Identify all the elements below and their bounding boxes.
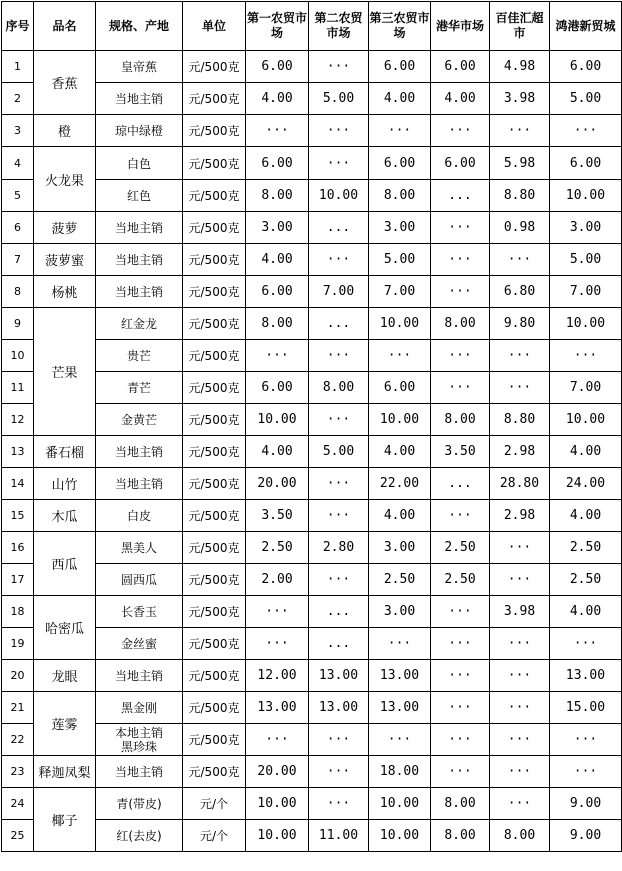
row-index: 7 [2,244,34,276]
row-index: 13 [2,436,34,468]
price-market-3: ··· [369,724,431,756]
row-index: 3 [2,115,34,147]
header-market-3: 第三农贸市场 [369,2,431,51]
table-row [2,51,622,83]
product-name: 龙眼 [34,660,96,692]
product-name: 山竹 [34,468,96,500]
price-honggang-market: 9.00 [550,788,622,820]
price-ganghua-market: 8.00 [431,788,490,820]
price-ganghua-market: ... [431,468,490,500]
price-baijiahui-supermarket: ··· [490,660,550,692]
price-baijiahui-supermarket: ··· [490,532,550,564]
unit: 元/500克 [183,628,246,660]
row-index: 12 [2,404,34,436]
price-market-3: ··· [369,628,431,660]
row-index: 22 [2,724,34,756]
price-honggang-market: ··· [550,115,622,147]
price-market-2: ··· [309,340,369,372]
price-honggang-market: 3.00 [550,212,622,244]
unit: 元/个 [183,820,246,852]
product-name: 橙 [34,115,96,147]
table-row [2,532,622,564]
unit: 元/500克 [183,468,246,500]
spec-origin [96,724,183,756]
price-market-2: ··· [309,51,369,83]
price-ganghua-market: ··· [431,372,490,404]
price-baijiahui-supermarket: 4.98 [490,51,550,83]
price-market-3: 8.00 [369,180,431,212]
unit: 元/500克 [183,244,246,276]
price-market-2: ... [309,308,369,340]
price-market-1: 6.00 [246,147,309,180]
price-market-1: ··· [246,340,309,372]
row-index: 21 [2,692,34,724]
spec-origin: 当地主销 [96,468,183,500]
price-market-3: 3.00 [369,212,431,244]
unit: 元/500克 [183,756,246,788]
price-market-3: 4.00 [369,83,431,115]
price-market-2: ··· [309,724,369,756]
price-ganghua-market: 3.50 [431,436,490,468]
price-market-1: 13.00 [246,692,309,724]
unit: 元/500克 [183,115,246,147]
price-market-2: 8.00 [309,372,369,404]
row-index: 4 [2,147,34,180]
price-ganghua-market: ··· [431,628,490,660]
spec-origin: 白色 [96,147,183,180]
table-row [2,436,622,468]
price-honggang-market: ··· [550,724,622,756]
unit: 元/500克 [183,308,246,340]
price-market-3: ··· [369,340,431,372]
spec-origin: 当地主销 [96,276,183,308]
unit: 元/500克 [183,276,246,308]
price-ganghua-market: 8.00 [431,308,490,340]
price-ganghua-market: ··· [431,276,490,308]
price-honggang-market: 10.00 [550,180,622,212]
header-index: 序号 [2,2,34,51]
row-index: 2 [2,83,34,115]
price-ganghua-market: ··· [431,692,490,724]
price-market-2: ··· [309,756,369,788]
price-ganghua-market: ··· [431,756,490,788]
price-market-2: 13.00 [309,692,369,724]
table-row [2,788,622,820]
price-market-3: 2.50 [369,564,431,596]
price-honggang-market: 2.50 [550,564,622,596]
unit: 元/个 [183,788,246,820]
price-market-3: 10.00 [369,820,431,852]
price-ganghua-market: ··· [431,340,490,372]
table-row [2,660,622,692]
price-market-2: 10.00 [309,180,369,212]
row-index: 16 [2,532,34,564]
price-baijiahui-supermarket: ··· [490,628,550,660]
product-name: 木瓜 [34,500,96,532]
price-market-3: 5.00 [369,244,431,276]
spec-origin: 金丝蜜 [96,628,183,660]
product-name: 芒果 [34,308,96,436]
price-market-2: ... [309,212,369,244]
spec-origin: 当地主销 [96,756,183,788]
price-market-2: 11.00 [309,820,369,852]
row-index: 19 [2,628,34,660]
price-market-3: 6.00 [369,372,431,404]
price-honggang-market: 7.00 [550,372,622,404]
unit: 元/500克 [183,83,246,115]
spec-origin: 青芒 [96,372,183,404]
price-market-3: 7.00 [369,276,431,308]
price-baijiahui-supermarket: ··· [490,788,550,820]
price-ganghua-market: ... [431,180,490,212]
price-market-3: 6.00 [369,51,431,83]
price-market-2: ··· [309,468,369,500]
spec-origin: 圆西瓜 [96,564,183,596]
price-market-3: 13.00 [369,660,431,692]
price-ganghua-market: ··· [431,660,490,692]
unit: 元/500克 [183,692,246,724]
spec-origin: 青(带皮) [96,788,183,820]
header-product: 品名 [34,2,96,51]
price-market-1: 2.50 [246,532,309,564]
price-market-1: ··· [246,628,309,660]
price-market-2: ... [309,596,369,628]
spec-line: 本地主销 [114,725,163,740]
price-honggang-market: 10.00 [550,308,622,340]
price-market-1: 6.00 [246,51,309,83]
price-baijiahui-supermarket: ··· [490,244,550,276]
row-index: 5 [2,180,34,212]
price-market-1: 3.00 [246,212,309,244]
price-ganghua-market: 4.00 [431,83,490,115]
price-honggang-market: 7.00 [550,276,622,308]
price-market-1: 8.00 [246,308,309,340]
price-baijiahui-supermarket: ··· [490,756,550,788]
price-market-2: ··· [309,500,369,532]
spec-origin: 长香玉 [96,596,183,628]
price-baijiahui-supermarket: 5.98 [490,147,550,180]
unit: 元/500克 [183,532,246,564]
price-market-3: 4.00 [369,436,431,468]
price-ganghua-market: ··· [431,212,490,244]
unit: 元/500克 [183,660,246,692]
price-baijiahui-supermarket: 2.98 [490,500,550,532]
price-honggang-market: 24.00 [550,468,622,500]
price-ganghua-market: ··· [431,596,490,628]
header-market-2: 第二农贸市场 [309,2,369,51]
price-baijiahui-supermarket: 28.80 [490,468,550,500]
unit: 元/500克 [183,372,246,404]
table-row [2,596,622,628]
spec-origin: 贵芒 [96,340,183,372]
unit: 元/500克 [183,147,246,180]
table-row [2,756,622,788]
price-honggang-market: 4.00 [550,596,622,628]
price-market-1: ··· [246,596,309,628]
spec-origin: 白皮 [96,500,183,532]
row-index: 18 [2,596,34,628]
row-index: 1 [2,51,34,83]
price-ganghua-market: 8.00 [431,404,490,436]
table-row [2,692,622,724]
unit: 元/500克 [183,500,246,532]
product-name: 莲雾 [34,692,96,756]
row-index: 10 [2,340,34,372]
row-index: 14 [2,468,34,500]
spec-origin: 红金龙 [96,308,183,340]
price-ganghua-market: ··· [431,500,490,532]
header-baijiahui-supermarket: 百佳汇超市 [490,2,550,51]
price-ganghua-market: 6.00 [431,147,490,180]
table-row [2,276,622,308]
price-market-1: ··· [246,115,309,147]
price-market-1: 12.00 [246,660,309,692]
price-honggang-market: 10.00 [550,404,622,436]
price-table [1,1,622,852]
header-spec-origin: 规格、产地 [96,2,183,51]
spec-origin: 当地主销 [96,83,183,115]
price-market-1: 4.00 [246,244,309,276]
spec-origin: 当地主销 [96,660,183,692]
unit: 元/500克 [183,436,246,468]
price-baijiahui-supermarket: ··· [490,372,550,404]
price-ganghua-market: 2.50 [431,564,490,596]
price-honggang-market: 4.00 [550,500,622,532]
spec-line: 黑珍珠 [120,739,157,754]
price-market-3: 18.00 [369,756,431,788]
price-honggang-market: 13.00 [550,660,622,692]
price-market-3: 10.00 [369,404,431,436]
row-index: 17 [2,564,34,596]
price-baijiahui-supermarket: ··· [490,724,550,756]
product-name: 火龙果 [34,147,96,212]
row-index: 8 [2,276,34,308]
price-baijiahui-supermarket: 9.80 [490,308,550,340]
price-market-3: 22.00 [369,468,431,500]
product-name: 释迦凤梨 [34,756,96,788]
table-row [2,244,622,276]
table-row [2,115,622,147]
table-row [2,147,622,180]
price-market-1: 3.50 [246,500,309,532]
price-market-1: 20.00 [246,468,309,500]
price-honggang-market: 6.00 [550,147,622,180]
spec-origin: 黑金刚 [96,692,183,724]
price-baijiahui-supermarket: 6.80 [490,276,550,308]
price-baijiahui-supermarket: 3.98 [490,596,550,628]
price-ganghua-market: 2.50 [431,532,490,564]
price-honggang-market: ··· [550,340,622,372]
price-honggang-market: ··· [550,628,622,660]
price-baijiahui-supermarket: ··· [490,564,550,596]
spec-origin: 红色 [96,180,183,212]
spec-origin: 皇帝蕉 [96,51,183,83]
price-market-1: 2.00 [246,564,309,596]
price-market-1: ··· [246,724,309,756]
price-market-1: 10.00 [246,820,309,852]
price-market-1: 6.00 [246,276,309,308]
price-ganghua-market: 6.00 [431,51,490,83]
price-market-2: 13.00 [309,660,369,692]
product-name: 菠萝 [34,212,96,244]
product-name: 香蕉 [34,51,96,115]
price-market-1: 10.00 [246,788,309,820]
row-index: 20 [2,660,34,692]
price-market-3: 3.00 [369,532,431,564]
unit: 元/500克 [183,180,246,212]
price-baijiahui-supermarket: ··· [490,340,550,372]
price-market-3: 6.00 [369,147,431,180]
price-honggang-market: ··· [550,756,622,788]
price-honggang-market: 15.00 [550,692,622,724]
row-index: 23 [2,756,34,788]
header-market-1: 第一农贸市场 [246,2,309,51]
product-name: 椰子 [34,788,96,852]
header-row [2,2,622,51]
unit: 元/500克 [183,340,246,372]
table-row [2,468,622,500]
unit: 元/500克 [183,724,246,756]
price-baijiahui-supermarket: 0.98 [490,212,550,244]
product-name: 番石榴 [34,436,96,468]
price-market-2: 2.80 [309,532,369,564]
product-name: 杨桃 [34,276,96,308]
spec-origin: 金黄芒 [96,404,183,436]
price-market-3: 4.00 [369,500,431,532]
price-honggang-market: 2.50 [550,532,622,564]
price-market-1: 8.00 [246,180,309,212]
price-market-1: 10.00 [246,404,309,436]
price-baijiahui-supermarket: ··· [490,115,550,147]
price-market-1: 4.00 [246,83,309,115]
price-market-2: 5.00 [309,83,369,115]
header-honggang-market: 鸿港新贸城 [550,2,622,51]
price-market-2: ··· [309,147,369,180]
price-ganghua-market: ··· [431,244,490,276]
header-ganghua-market: 港华市场 [431,2,490,51]
price-market-3: 10.00 [369,788,431,820]
unit: 元/500克 [183,404,246,436]
price-baijiahui-supermarket: 8.00 [490,820,550,852]
price-honggang-market: 9.00 [550,820,622,852]
price-market-1: 6.00 [246,372,309,404]
table-row [2,212,622,244]
price-market-1: 20.00 [246,756,309,788]
product-name: 菠萝蜜 [34,244,96,276]
price-ganghua-market: 8.00 [431,820,490,852]
row-index: 25 [2,820,34,852]
unit: 元/500克 [183,51,246,83]
price-ganghua-market: ··· [431,115,490,147]
header-unit: 单位 [183,2,246,51]
spec-origin: 当地主销 [96,244,183,276]
price-market-2: 7.00 [309,276,369,308]
spec-origin: 当地主销 [96,436,183,468]
spec-origin: 当地主销 [96,212,183,244]
row-index: 24 [2,788,34,820]
price-market-3: 13.00 [369,692,431,724]
row-index: 15 [2,500,34,532]
price-baijiahui-supermarket: 3.98 [490,83,550,115]
price-ganghua-market: ··· [431,724,490,756]
spec-origin: 琼中绿橙 [96,115,183,147]
unit: 元/500克 [183,212,246,244]
price-baijiahui-supermarket: ··· [490,692,550,724]
spec-origin: 黑美人 [96,532,183,564]
row-index: 6 [2,212,34,244]
price-honggang-market: 6.00 [550,51,622,83]
price-market-2: ··· [309,404,369,436]
price-honggang-market: 5.00 [550,244,622,276]
table-row [2,308,622,340]
table-body [2,51,622,852]
price-market-2: 5.00 [309,436,369,468]
product-name: 西瓜 [34,532,96,596]
price-market-3: 10.00 [369,308,431,340]
price-baijiahui-supermarket: 8.80 [490,404,550,436]
row-index: 9 [2,308,34,340]
unit: 元/500克 [183,564,246,596]
table-row [2,500,622,532]
unit: 元/500克 [183,596,246,628]
price-market-3: ··· [369,115,431,147]
price-market-2: ... [309,628,369,660]
price-market-2: ··· [309,244,369,276]
price-market-3: 3.00 [369,596,431,628]
price-market-1: 4.00 [246,436,309,468]
price-market-2: ··· [309,115,369,147]
price-honggang-market: 4.00 [550,436,622,468]
price-baijiahui-supermarket: 2.98 [490,436,550,468]
spec-origin: 红(去皮) [96,820,183,852]
price-baijiahui-supermarket: 8.80 [490,180,550,212]
row-index: 11 [2,372,34,404]
product-name: 哈密瓜 [34,596,96,660]
price-market-2: ··· [309,788,369,820]
price-market-2: ··· [309,564,369,596]
price-honggang-market: 5.00 [550,83,622,115]
